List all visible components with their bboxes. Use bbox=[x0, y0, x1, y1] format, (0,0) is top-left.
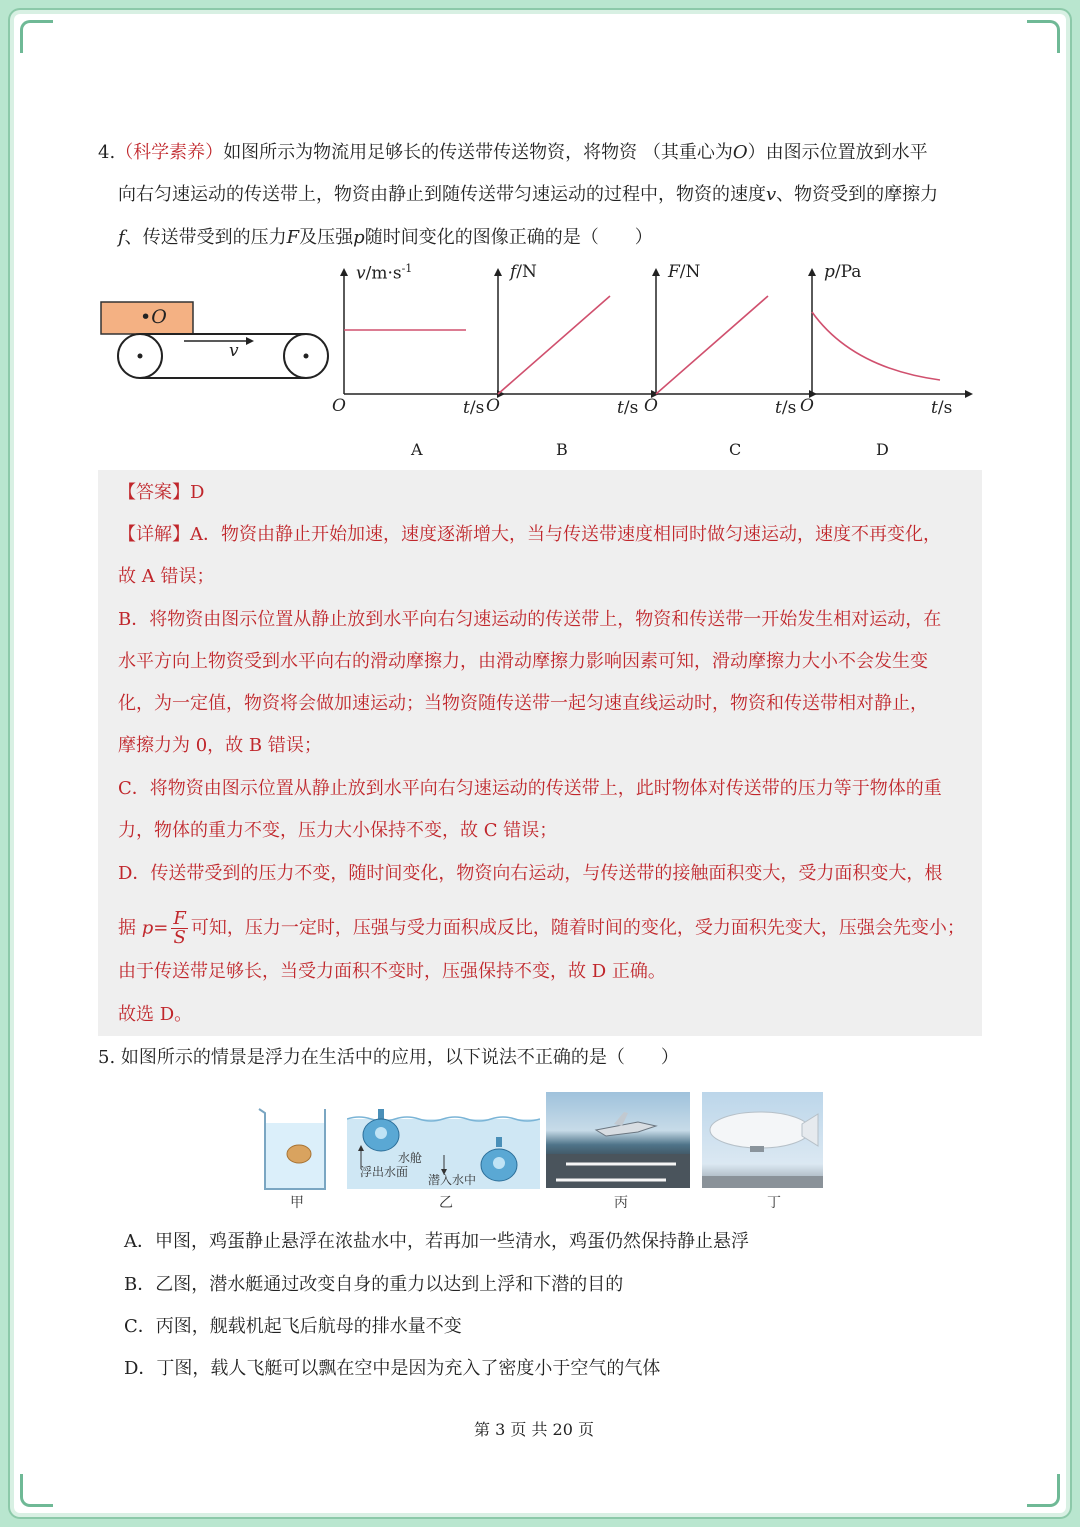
q4-line1 bbox=[98, 140, 928, 166]
y-axis-label bbox=[824, 262, 861, 282]
egg bbox=[287, 1145, 311, 1163]
figure-caption: 乙 bbox=[439, 1195, 453, 1211]
q4-text: 如图所示为物流用足够长的传送带传送物资，将物资 （其重心为 bbox=[223, 142, 733, 163]
formula-symbol: = bbox=[153, 917, 169, 939]
q4-text: ）由图示位置放到水平 bbox=[747, 142, 928, 163]
figure-caption: 丙 bbox=[614, 1195, 628, 1211]
question-number: 4. bbox=[98, 142, 116, 163]
final-answer: 故选 D。 bbox=[118, 1004, 193, 1025]
answer-value: D bbox=[190, 482, 205, 503]
answer-line bbox=[118, 480, 204, 506]
graph-option-letter[interactable]: A bbox=[411, 440, 423, 459]
x-axis-unit: /s bbox=[937, 398, 953, 418]
submarine-surfacing bbox=[363, 1109, 399, 1151]
fraction-numerator: F bbox=[173, 908, 186, 929]
arrowhead bbox=[246, 337, 254, 345]
detail-text: A．物资由静止开始加速，速度逐渐增大，当与传送带速度相同时做匀速运动，速度不再变化， bbox=[190, 524, 941, 545]
detail-text: 据 bbox=[118, 917, 136, 939]
airship-tail bbox=[802, 1114, 818, 1146]
carrier-illustration bbox=[546, 1092, 690, 1188]
y-axis-label bbox=[668, 262, 700, 282]
detail-text: 故 A 错误； bbox=[118, 566, 215, 587]
y-axis-arrow bbox=[494, 268, 502, 276]
y-axis-arrow bbox=[652, 268, 660, 276]
graph-b bbox=[492, 260, 662, 410]
y-axis-unit: /m·s bbox=[365, 263, 402, 284]
origin-label: O bbox=[644, 396, 658, 416]
x-axis-label bbox=[775, 398, 796, 418]
city-skyline bbox=[702, 1176, 823, 1188]
x-axis-label bbox=[931, 398, 952, 418]
x-axis-unit: /s bbox=[781, 398, 797, 418]
y-axis-arrow bbox=[340, 268, 348, 276]
detail-line1 bbox=[118, 522, 941, 548]
x-axis-label bbox=[463, 398, 484, 418]
roller-axle bbox=[138, 354, 143, 359]
deck bbox=[546, 1154, 690, 1188]
cabin-label: 水舱 bbox=[398, 1151, 423, 1165]
detail-text: 可知，压力一定时，压强与受力面积成反比，随着时间的变化，受力面积先变大，压强会先变小； bbox=[190, 917, 965, 939]
q4-symbol: F bbox=[286, 227, 300, 248]
frame-corner bbox=[20, 20, 53, 53]
graph-d bbox=[806, 260, 976, 410]
x-axis-symbol: t bbox=[775, 398, 782, 418]
x-axis-label bbox=[617, 398, 638, 418]
y-axis-symbol: F bbox=[668, 262, 680, 282]
q4-symbol: v bbox=[766, 184, 777, 205]
option-c[interactable]: C．丙图，舰载机起飞后航母的排水量不变 bbox=[124, 1316, 462, 1337]
velocity-label: v bbox=[229, 341, 239, 361]
option-d[interactable]: D．丁图，载人飞艇可以飘在空中是因为充入了密度小于空气的气体 bbox=[124, 1358, 661, 1379]
detail-text: 摩擦力为 0，故 B 错误； bbox=[118, 735, 322, 756]
q4-text: 向右匀速运动的传送带上，物资由静止到随传送带匀速运动的过程中，物资的速度 bbox=[118, 184, 766, 205]
formula-symbol: p bbox=[141, 917, 154, 939]
cargo-label: •O bbox=[140, 306, 167, 328]
graph-option-letter[interactable]: D bbox=[876, 440, 889, 459]
answer-label: 【答案】 bbox=[118, 482, 190, 503]
x-axis-symbol: t bbox=[931, 398, 938, 418]
y-axis-symbol: p bbox=[824, 262, 835, 282]
x-axis-symbol: t bbox=[463, 398, 470, 418]
x-axis-unit: /s bbox=[623, 398, 639, 418]
periscope bbox=[378, 1109, 384, 1119]
q4-text: 及压强 bbox=[299, 227, 354, 248]
question-tag: （科学素养） bbox=[115, 142, 224, 163]
airship-icon bbox=[710, 1112, 810, 1148]
graph-c bbox=[650, 260, 820, 410]
page-footer: 第 3 页 共 20 页 bbox=[474, 1420, 594, 1439]
origin-label: O bbox=[800, 396, 814, 416]
conveyor-belt-diagram bbox=[96, 296, 336, 396]
graph-option-letter[interactable]: C bbox=[729, 440, 742, 459]
detail-text: 力，物体的重力不变，压力大小保持不变，故 C 错误； bbox=[118, 820, 558, 841]
detail-text: B．将物资由图示位置从静止放到水平向右匀速运动的传送带上，物资和传送带一开始发生相对运动，在 bbox=[118, 609, 942, 630]
detail-text: C．将物资由图示位置从静止放到水平向右匀速运动的传送带上，此时物体对传送带的压力等于物体的重 bbox=[118, 778, 942, 799]
dive-label: 潜入水中 bbox=[428, 1173, 477, 1187]
detail-formula-line bbox=[118, 910, 965, 947]
origin-label: O bbox=[486, 396, 500, 416]
option-a[interactable]: A．甲图，鸡蛋静止悬浮在浓盐水中，若再加一些清水，鸡蛋仍然保持静止悬浮 bbox=[124, 1231, 749, 1252]
frame-corner bbox=[20, 1474, 53, 1507]
q4-text: 、物资受到的摩擦力 bbox=[776, 184, 939, 205]
y-axis-symbol: f bbox=[510, 262, 517, 282]
y-axis-label bbox=[510, 262, 537, 282]
origin-label: O bbox=[332, 396, 346, 416]
y-axis-label bbox=[356, 262, 412, 284]
figure-caption: 甲 bbox=[290, 1195, 304, 1211]
porthole bbox=[493, 1157, 505, 1169]
x-axis-arrow bbox=[965, 390, 973, 398]
series-line bbox=[656, 296, 768, 394]
q4-text: 、传送带受到的压力 bbox=[124, 227, 287, 248]
frame-corner bbox=[1027, 20, 1060, 53]
y-axis-unit: /N bbox=[679, 262, 701, 282]
periscope bbox=[496, 1137, 502, 1147]
detail-text: 由于传送带足够长，当受力面积不变时，压强保持不变，故 D 正确。 bbox=[118, 961, 666, 982]
formula-fraction bbox=[171, 910, 188, 947]
detail-text: D．传送带受到的压力不变，随时间变化，物资向右运动，与传送带的接触面积变大，受力面积变大，根 bbox=[118, 863, 943, 884]
y-axis-symbol: v bbox=[356, 263, 366, 284]
carrier-photo bbox=[546, 1092, 690, 1188]
gondola bbox=[750, 1146, 764, 1152]
roller-axle bbox=[304, 354, 309, 359]
q4-text: 随时间变化的图像正确的是（ ） bbox=[364, 227, 653, 248]
y-axis-unit: /Pa bbox=[834, 262, 862, 282]
y-axis-unit: /N bbox=[516, 262, 537, 282]
jet-icon bbox=[596, 1122, 656, 1136]
q4-line3 bbox=[118, 225, 653, 251]
x-axis-unit: /s bbox=[469, 398, 485, 418]
x-axis-symbol: t bbox=[617, 398, 624, 418]
detail-text: 化，为一定值，物资将会做加速运动；当物资随传送带一起匀速直线运动时，物资和传送带相对静止， bbox=[118, 693, 928, 714]
frame-corner bbox=[1027, 1474, 1060, 1507]
q4-symbol: f bbox=[118, 227, 125, 248]
q5-stem: 5. 如图所示的情景是浮力在生活中的应用，以下说法不正确的是（ ） bbox=[98, 1047, 679, 1068]
series-line bbox=[498, 296, 610, 394]
series-curve bbox=[812, 312, 940, 380]
figure-caption: 丁 bbox=[767, 1195, 781, 1211]
q4-line2 bbox=[118, 182, 938, 208]
surface-label: 浮出水面 bbox=[360, 1165, 409, 1179]
airship-illustration bbox=[702, 1092, 823, 1188]
y-axis-unit-exponent: -1 bbox=[401, 262, 413, 275]
q4-symbol: p bbox=[353, 227, 365, 248]
detail-label: 【详解】 bbox=[118, 524, 190, 545]
fraction-denominator: S bbox=[173, 927, 186, 948]
airship-photo bbox=[702, 1092, 823, 1188]
detail-text: 水平方向上物资受到水平向右的滑动摩擦力，由滑动摩擦力影响因素可知，滑动摩擦力大小不会发生变 bbox=[118, 651, 928, 672]
option-b[interactable]: B．乙图，潜水艇通过改变自身的重力以达到上浮和下潜的目的 bbox=[124, 1274, 624, 1295]
y-axis-arrow bbox=[808, 268, 816, 276]
porthole bbox=[375, 1127, 387, 1139]
beaker-egg-figure bbox=[255, 1105, 335, 1193]
graph-option-letter[interactable]: B bbox=[556, 440, 568, 459]
q4-symbol: O bbox=[732, 142, 748, 163]
